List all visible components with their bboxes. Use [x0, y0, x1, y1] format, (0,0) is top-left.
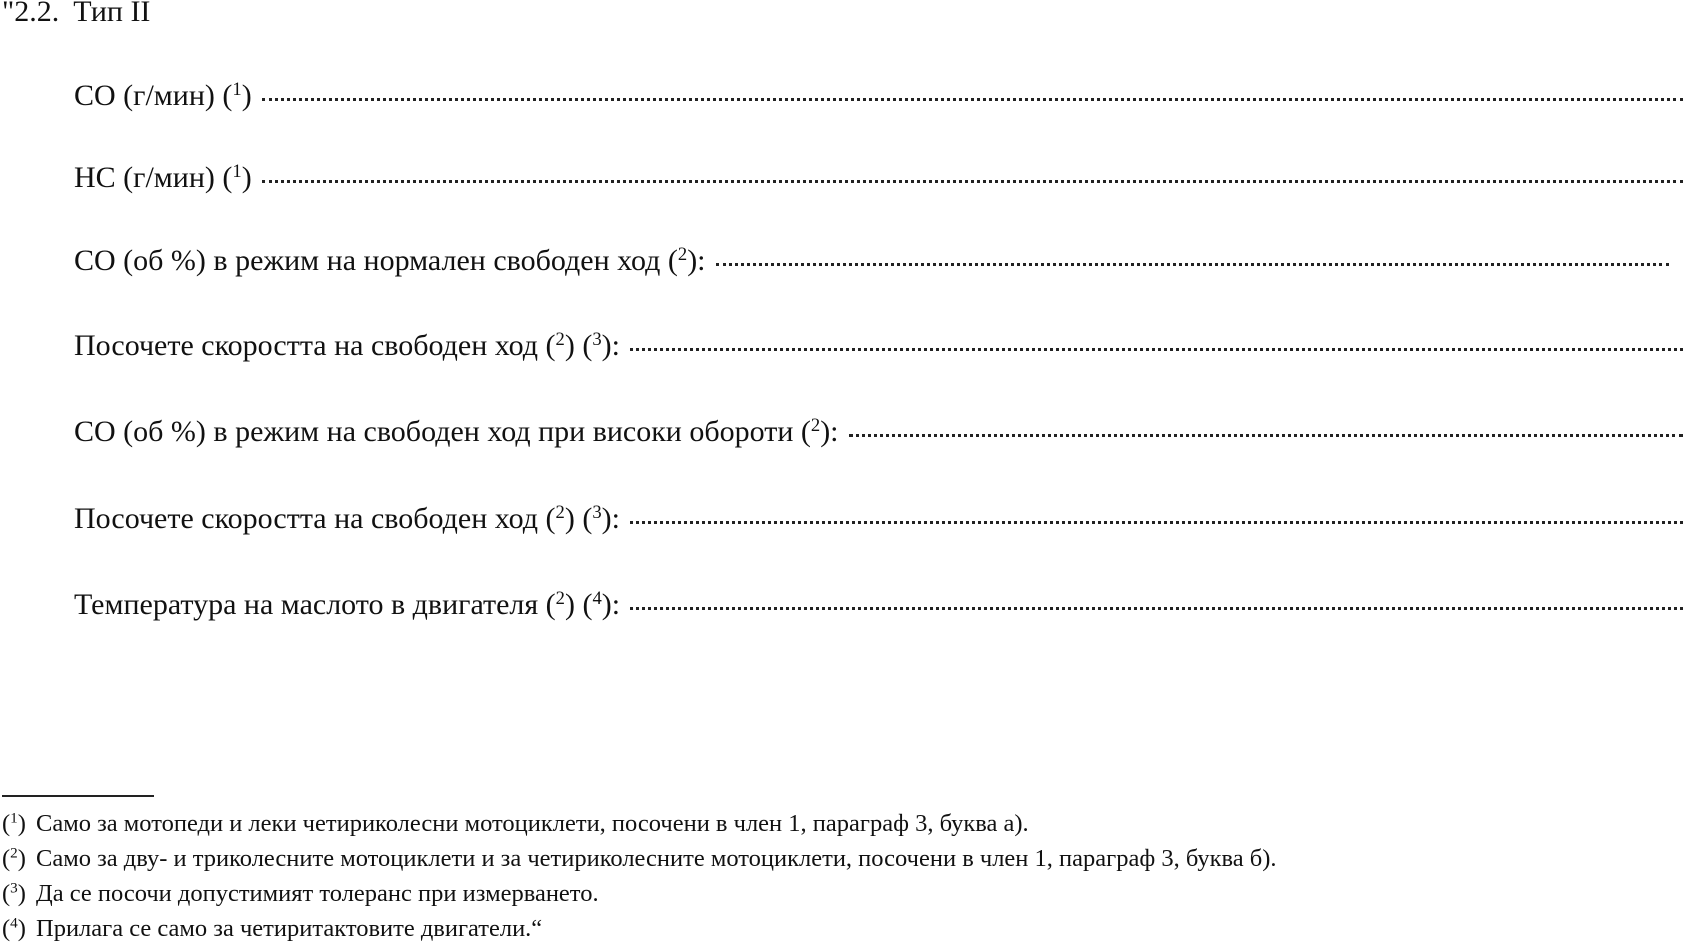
- footnote-marker: ($^1$): [2, 809, 26, 837]
- fill-in-line[interactable]: [630, 521, 1683, 524]
- footnote-text: Прилага се само за четиритактовите двигатели.“: [36, 915, 543, 942]
- footnote: [2, 876, 1277, 911]
- footnote: [2, 841, 1277, 876]
- field-label: Температура на маслото в двигателя ($^2$) ($^4$):: [74, 587, 621, 621]
- field-label: Посочете скоростта на свободен ход ($^2$) ($^3$):: [74, 501, 620, 535]
- fill-in-line[interactable]: [262, 180, 1683, 183]
- footnote-marker: ($^2$): [2, 844, 26, 872]
- field-co-normal-idle: [74, 243, 1669, 279]
- section-title: Тип II: [73, 0, 151, 28]
- field-label: CO (г/мин) ($^1$): [74, 78, 252, 112]
- field-idle-speed-1: [74, 328, 1683, 364]
- fill-in-line[interactable]: [716, 263, 1669, 266]
- footnote: [2, 911, 1277, 946]
- field-hc-g-min: [74, 160, 1683, 196]
- footnote: [2, 806, 1277, 841]
- footnotes: [2, 806, 1277, 946]
- fill-in-line[interactable]: [630, 348, 1683, 351]
- section-heading: [2, 0, 150, 30]
- fill-in-line[interactable]: [849, 434, 1683, 437]
- fill-in-line[interactable]: [630, 607, 1683, 610]
- footnote-marker: ($^3$): [2, 879, 26, 907]
- footnote-text: Да се посочи допустимият толеранс при измерването.: [36, 880, 599, 907]
- field-label: CO (об %) в режим на нормален свободен ход ($^2$):: [74, 243, 706, 277]
- field-co-g-min: [74, 78, 1683, 114]
- footnote-text: Само за мотопеди и леки четириколесни мотоциклети, посочени в член 1, параграф 3, буква а).: [36, 810, 1029, 837]
- footnote-marker: ($^4$): [2, 914, 26, 942]
- footnote-text: Само за дву- и триколесните мотоциклети и за четириколесните мотоциклети, посочени в член 1, параграф 3, буква б).: [36, 845, 1277, 872]
- section-number: "2.2.: [2, 0, 60, 28]
- fill-in-line[interactable]: [262, 98, 1683, 101]
- field-idle-speed-2: [74, 501, 1683, 537]
- field-label: HC (г/мин) ($^1$): [74, 160, 252, 194]
- field-engine-oil-temperature: [74, 587, 1683, 623]
- field-label: Посочете скоростта на свободен ход ($^2$) ($^3$):: [74, 328, 620, 362]
- field-co-high-idle: [74, 414, 1683, 450]
- field-label: CO (об %) в режим на свободен ход при високи обороти ($^2$):: [74, 414, 839, 448]
- footnote-separator: [2, 795, 154, 797]
